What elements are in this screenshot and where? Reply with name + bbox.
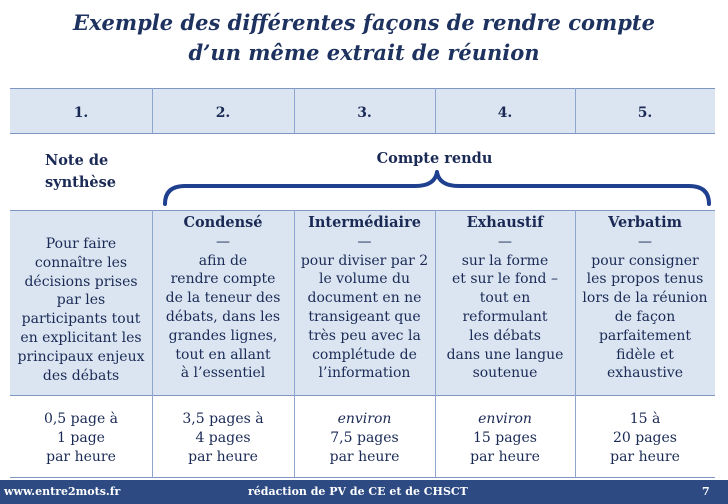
footer-subject: rédaction de PV de CE et de CHSCT bbox=[248, 485, 468, 498]
slide-title bbox=[0, 8, 728, 68]
pages-col-5: 15 à 20 pages par heure bbox=[610, 411, 680, 465]
note-de-synthese-label: Note de synthèse bbox=[45, 152, 116, 191]
page-number: 7 bbox=[702, 485, 710, 498]
type-condense: Condensé — afin de rendre compte de la teneur des débats, dans les grandes lignes, tout en allant à l’essentiel bbox=[165, 214, 281, 382]
type-verbatim: Verbatim — pour consigner les propos tenus lors de la réunion de façon parfaitement fidèle et exhaustive bbox=[582, 214, 708, 382]
pages-col-4: environ 15 pages par heure bbox=[470, 411, 540, 465]
pages-col-1: 0,5 page à 1 page par heure bbox=[43, 411, 119, 465]
col-number-2: 2. bbox=[215, 105, 231, 121]
col-number-3: 3. bbox=[357, 105, 372, 121]
curly-brace-icon bbox=[160, 168, 715, 208]
title-line-2: d’un même extrait de réunion bbox=[188, 40, 540, 65]
col-number-5: 5. bbox=[637, 105, 653, 121]
pages-col-3: environ 7,5 pages par heure bbox=[329, 411, 400, 465]
type-intermediaire: Intermédiaire — pour diviser par 2 le volume du document en ne transigeant que très peu avec la complétude de l’information bbox=[300, 214, 429, 382]
pages-col-2: 3,5 pages à 4 pages par heure bbox=[182, 411, 264, 465]
col1-description: Pour faire connaître les décisions prises par les participants tout en explicitant les principaux enjeux des débats bbox=[17, 236, 145, 384]
col-number-1: 1. bbox=[73, 105, 89, 121]
compte-rendu-label: Compte rendu bbox=[376, 150, 493, 167]
title-line-1: Exemple des différentes façons de rendre compte bbox=[73, 10, 655, 35]
type-exhaustif: Exhaustif — sur la forme et sur le fond – tout en reformulant les débats dans une langue soutenue bbox=[446, 214, 564, 382]
footer-website-link[interactable]: www.entre2mots.fr bbox=[4, 485, 121, 498]
footer-bar bbox=[0, 480, 728, 504]
col-number-4: 4. bbox=[497, 105, 513, 121]
comparison-table bbox=[10, 88, 715, 478]
